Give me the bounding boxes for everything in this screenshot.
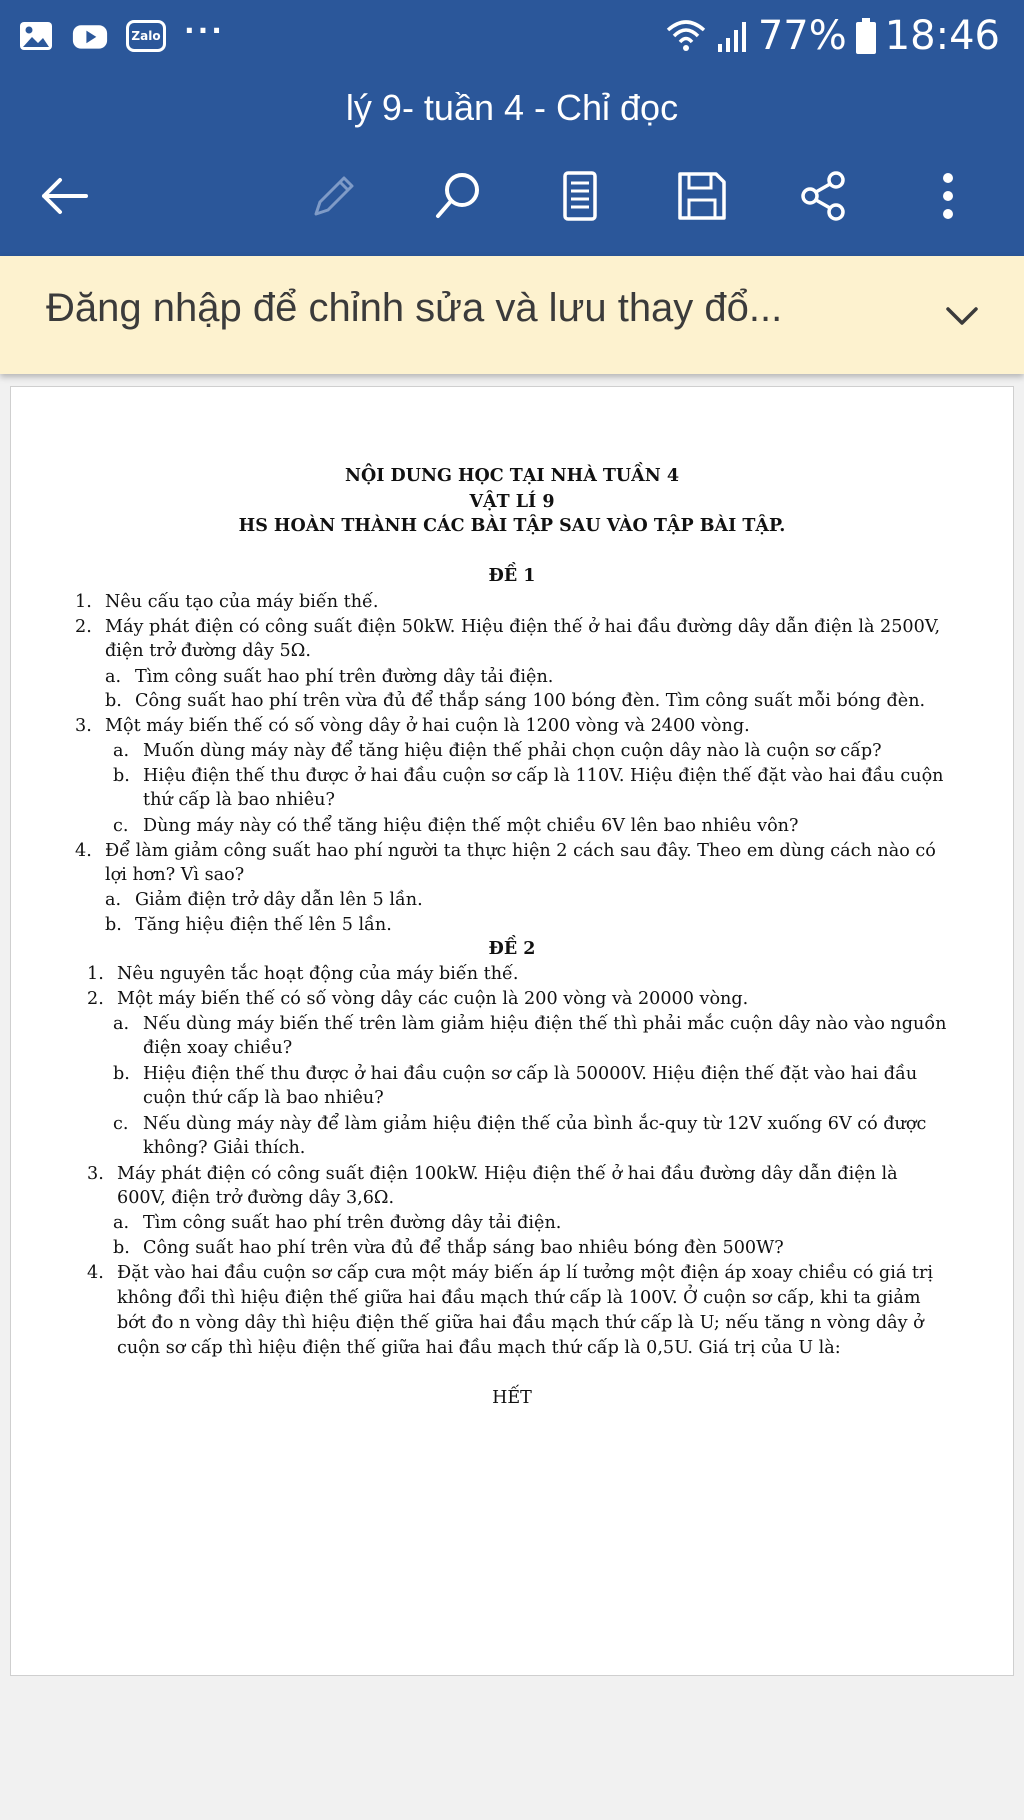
gallery-icon (18, 18, 54, 54)
doc-heading: NỘI DUNG HỌC TẠI NHÀ TUẦN 4 (345, 466, 679, 486)
back-button[interactable] (32, 164, 96, 228)
sub-item-label: a. (113, 1213, 130, 1233)
share-icon (796, 168, 852, 224)
list-item: Đặt vào hai đầu cuộn sơ cấp cưa một máy biến áp lí tưởng một điện áp xoay chiều có giá trị (117, 1263, 934, 1283)
document-title: lý 9- tuần 4 - Chỉ đọc (345, 87, 679, 128)
list-item-continued: bớt đo n vòng dây thì hiệu điện thế giữa hai đầu mạch thứ cấp là U; nếu tăng n vòng dây ở (117, 1313, 924, 1333)
section-title-de2: ĐỀ 2 (488, 939, 536, 959)
sub-item: Nếu dùng máy biến thế trên làm giảm hiệu điện thế thì phải mắc cuộn dây nào vào nguồn (143, 1014, 947, 1034)
search-button[interactable] (426, 164, 490, 228)
sub-item: Tìm công suất hao phí trên đường dây tải điện. (135, 667, 554, 687)
sub-item-continued: không? Giải thích. (143, 1138, 306, 1158)
list-item: Để làm giảm công suất hao phí người ta thực hiện 2 cách sau đây. Theo em dùng cách nào có (105, 841, 936, 861)
sub-item-continued: cuộn thứ cấp là bao nhiêu? (143, 1088, 384, 1108)
list-number: 1. (87, 964, 104, 984)
signal-icon (716, 18, 750, 54)
document-page[interactable] (10, 386, 1014, 1676)
list-item: Nêu cấu tạo của máy biến thế. (105, 592, 379, 612)
list-number: 2. (87, 989, 104, 1009)
more-vert-icon (920, 168, 976, 224)
list-item-continued: cuộn sơ cấp thì hiệu điện thế giữa hai đầu mạch thứ cấp là 0,5U. Giá trị của U là: (117, 1338, 841, 1358)
status-bar (0, 0, 1024, 72)
sub-item-label: c. (113, 1114, 129, 1134)
list-item-continued: điện trở đường dây 5Ω. (105, 641, 311, 661)
chevron-down-icon[interactable] (940, 294, 984, 338)
list-item-continued: không đổi thì hiệu điện thế giữa hai đầu mạch thứ cấp là 100V. Ở cuộn sơ cấp, khi ta giảm (117, 1288, 921, 1308)
save-button[interactable] (670, 164, 734, 228)
list-item-continued: 600V, điện trở đường dây 3,6Ω. (117, 1188, 395, 1208)
list-item: Một máy biến thế có số vòng dây các cuộn là 200 vòng và 20000 vòng. (117, 989, 749, 1009)
sub-item-label: a. (105, 890, 122, 910)
wifi-icon (664, 18, 708, 54)
list-number: 3. (75, 716, 92, 736)
list-number: 4. (87, 1263, 104, 1283)
list-number: 1. (75, 592, 92, 612)
doc-instruction: HS HOÀN THÀNH CÁC BÀI TẬP SAU VÀO TẬP BÀI TẬP. (238, 516, 786, 536)
battery-icon (855, 17, 877, 55)
more-dots-icon: ··· (184, 13, 225, 47)
sub-item: Nếu dùng máy này để làm giảm hiệu điện thế của bình ắc-quy từ 12V xuống 6V có được (143, 1114, 927, 1134)
back-arrow-icon (36, 168, 92, 224)
sub-item: Giảm điện trở dây dẫn lên 5 lần. (135, 890, 423, 910)
sub-item: Hiệu điện thế thu được ở hai đầu cuộn sơ cấp là 110V. Hiệu điện thế đặt vào hai đầu cuộn (143, 766, 944, 786)
sub-item-label: a. (113, 741, 130, 761)
signin-banner[interactable] (0, 256, 1024, 374)
pencil-icon (306, 168, 362, 224)
doc-subject: VẬT LÍ 9 (469, 492, 555, 512)
reading-view-icon (552, 168, 608, 224)
end-marker: HẾT (492, 1388, 532, 1408)
sub-item-label: b. (113, 1238, 130, 1258)
search-icon (430, 168, 486, 224)
share-button[interactable] (792, 164, 856, 228)
more-options-button[interactable] (916, 164, 980, 228)
sub-item: Muốn dùng máy này để tăng hiệu điện thế phải chọn cuộn dây nào là cuộn sơ cấp? (143, 741, 882, 761)
clock: 18:46 (884, 13, 1000, 59)
zalo-icon: Zalo (126, 20, 166, 52)
signin-banner-text: Đăng nhập để chỉnh sửa và lưu thay đổ... (46, 286, 783, 330)
list-item: Một máy biến thế có số vòng dây ở hai cuộn là 1200 vòng và 2400 vòng. (105, 716, 750, 736)
save-icon (674, 168, 730, 224)
list-item: Máy phát điện có công suất điện 50kW. Hiệu điện thế ở hai đầu đường dây dẫn điện là 2500V, (105, 617, 941, 637)
sub-item-label: b. (105, 915, 122, 935)
app-header (0, 0, 1024, 256)
list-item-continued: lợi hơn? Vì sao? (105, 865, 245, 885)
sub-item: Tăng hiệu điện thế lên 5 lần. (135, 915, 392, 935)
sub-item-label: b. (113, 766, 130, 786)
sub-item: Hiệu điện thế thu được ở hai đầu cuộn sơ cấp là 50000V. Hiệu điện thế đặt vào hai đầu (143, 1064, 918, 1084)
sub-item-label: c. (113, 816, 129, 836)
edit-button[interactable] (302, 164, 366, 228)
section-title-de1: ĐỀ 1 (488, 566, 536, 586)
reading-view-button[interactable] (548, 164, 612, 228)
list-item: Nêu nguyên tắc hoạt động của máy biến thế. (117, 964, 519, 984)
list-number: 3. (87, 1164, 104, 1184)
sub-item-continued: điện xoay chiều? (143, 1038, 293, 1058)
sub-item: Công suất hao phí trên vừa đủ để thắp sáng 100 bóng đèn. Tìm công suất mỗi bóng đèn. (135, 691, 926, 711)
list-number: 4. (75, 841, 92, 861)
sub-item: Tìm công suất hao phí trên đường dây tải điện. (143, 1213, 562, 1233)
sub-item-label: a. (105, 667, 122, 687)
sub-item: Dùng máy này có thể tăng hiệu điện thế một chiều 6V lên bao nhiêu vôn? (143, 816, 799, 836)
sub-item-continued: thứ cấp là bao nhiêu? (143, 790, 335, 810)
toolbar (0, 150, 1024, 236)
youtube-icon (72, 18, 108, 54)
sub-item-label: a. (113, 1014, 130, 1034)
sub-item-label: b. (113, 1064, 130, 1084)
sub-item: Công suất hao phí trên vừa đủ để thắp sáng bao nhiêu bóng đèn 500W? (143, 1238, 784, 1258)
list-number: 2. (75, 617, 92, 637)
list-item: Máy phát điện có công suất điện 100kW. Hiệu điện thế ở hai đầu đường dây dẫn điện là (117, 1164, 898, 1184)
sub-item-label: b. (105, 691, 122, 711)
battery-percent: 77% (757, 13, 847, 59)
